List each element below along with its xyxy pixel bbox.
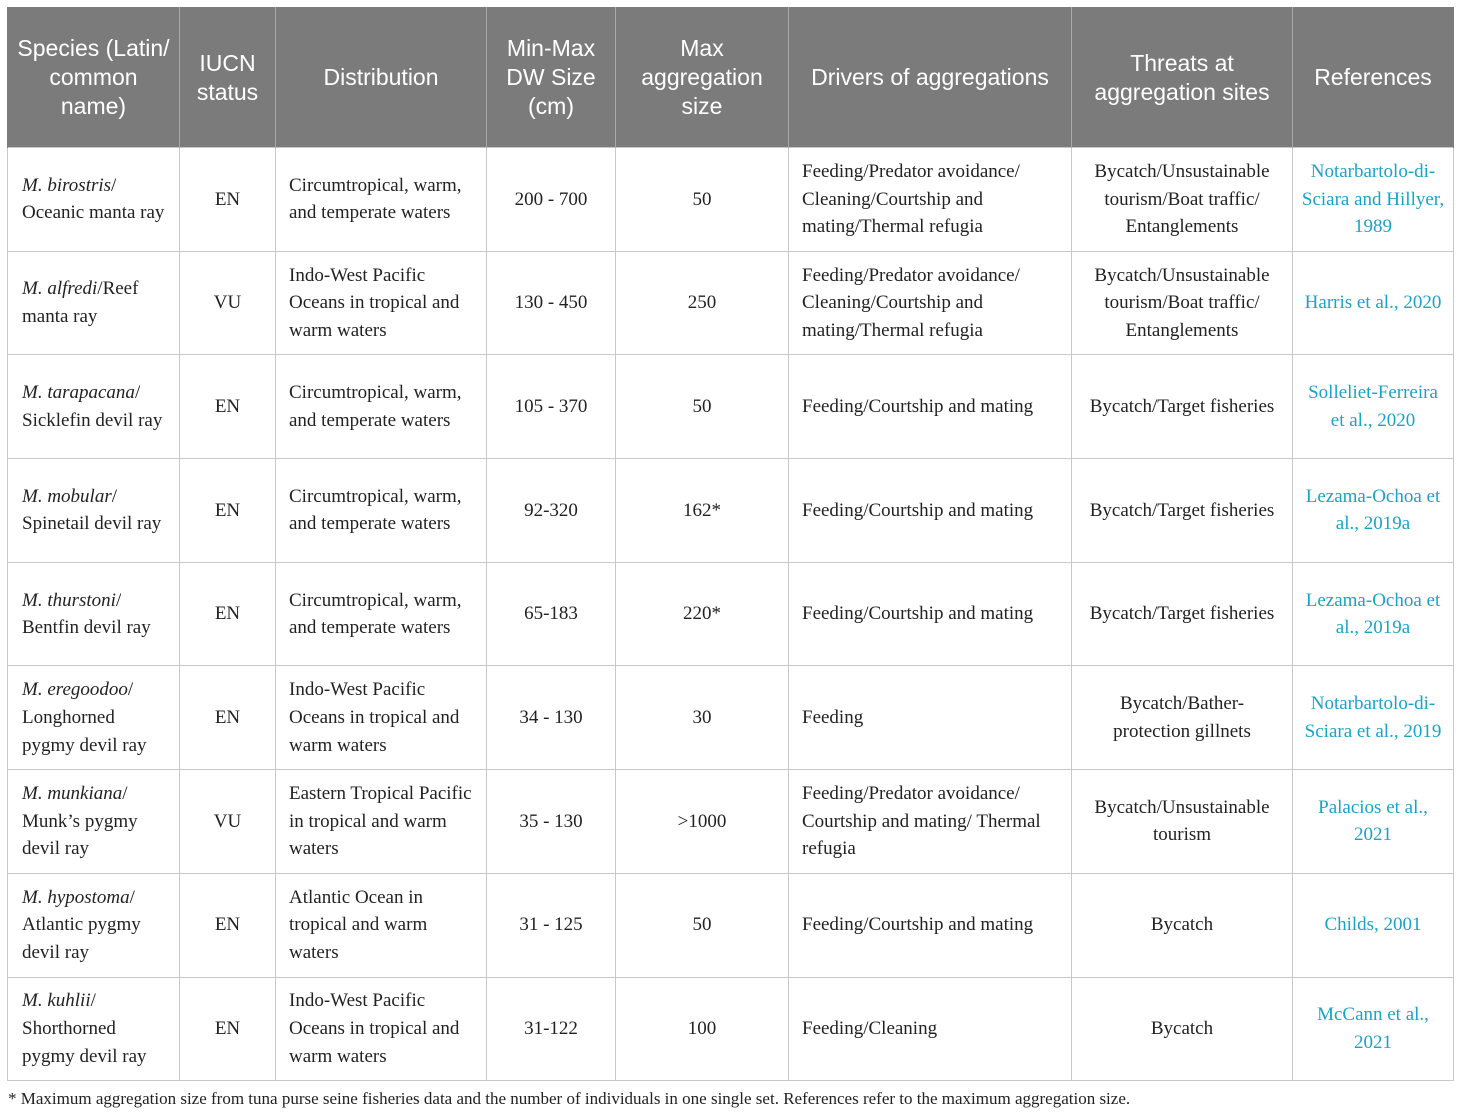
max-aggregation-cell: 250 <box>616 251 789 355</box>
reference-link[interactable]: Lezama-Ochoa et al., 2019a <box>1293 459 1454 563</box>
reference-link[interactable]: Solleliet-Ferreira et al., 2020 <box>1293 355 1454 459</box>
drivers-cell: Feeding/Predator avoidance/ Cleaning/Courtship and mating/Thermal refugia <box>789 251 1072 355</box>
species-latin-name: M. mobular <box>22 485 112 507</box>
iucn-status-cell: EN <box>180 148 276 252</box>
table-header <box>8 8 1454 148</box>
species-common-name: / Longhorned pygmy devil ray <box>22 679 147 756</box>
iucn-status-cell: VU <box>180 251 276 355</box>
distribution-cell: Indo-West Pacific Oceans in tropical and warm waters <box>276 666 487 770</box>
species-common-name: / Munk’s pygmy devil ray <box>22 783 138 860</box>
size-cell: 31-122 <box>487 977 616 1081</box>
drivers-cell: Feeding/Courtship and mating <box>789 459 1072 563</box>
header-distribution: Distribution <box>276 8 487 148</box>
table-row <box>8 666 1454 770</box>
drivers-cell: Feeding/Predator avoidance/ Courtship and mating/ Thermal refugia <box>789 770 1072 874</box>
max-aggregation-cell: >1000 <box>616 770 789 874</box>
drivers-cell: Feeding <box>789 666 1072 770</box>
size-cell: 92-320 <box>487 459 616 563</box>
iucn-status-cell: EN <box>180 977 276 1081</box>
distribution-cell: Circumtropical, warm, and temperate waters <box>276 148 487 252</box>
iucn-status-cell: VU <box>180 770 276 874</box>
header-row <box>8 8 1454 148</box>
size-cell: 31 - 125 <box>487 873 616 977</box>
table-row <box>8 977 1454 1081</box>
header-species: Species (Latin/ common name) <box>8 8 180 148</box>
reference-link[interactable]: Notarbartolo-di-Sciara and Hillyer, 1989 <box>1293 148 1454 252</box>
threats-cell: Bycatch/Target fisheries <box>1072 562 1293 666</box>
reference-link[interactable]: McCann et al., 2021 <box>1293 977 1454 1081</box>
table-row <box>8 148 1454 252</box>
header-iucn-status: IUCN status <box>180 8 276 148</box>
distribution-cell: Circumtropical, warm, and temperate waters <box>276 355 487 459</box>
threats-cell: Bycatch/Unsustainable tourism <box>1072 770 1293 874</box>
table-row <box>8 562 1454 666</box>
header-references: References <box>1293 8 1454 148</box>
species-latin-name: M. eregoodoo <box>22 679 128 701</box>
species-cell <box>8 977 180 1081</box>
threats-cell: Bycatch/Unsustainable tourism/Boat traffic/ Entanglements <box>1072 148 1293 252</box>
size-cell: 105 - 370 <box>487 355 616 459</box>
iucn-status-cell: EN <box>180 355 276 459</box>
iucn-status-cell: EN <box>180 562 276 666</box>
header-threats: Threats at aggregation sites <box>1072 8 1293 148</box>
size-cell: 35 - 130 <box>487 770 616 874</box>
species-latin-name: M. tarapacana <box>22 382 135 404</box>
species-latin-name: M. munkiana <box>22 783 123 805</box>
table-footnote: * Maximum aggregation size from tuna purse seine fisheries data and the number of individuals in one single set. References refer to the maximum aggregation size. <box>8 1089 1131 1108</box>
species-cell <box>8 562 180 666</box>
size-cell: 130 - 450 <box>487 251 616 355</box>
species-common-name: / Oceanic manta ray <box>22 174 165 224</box>
drivers-cell: Feeding/Cleaning <box>789 977 1072 1081</box>
iucn-status-cell: EN <box>180 873 276 977</box>
iucn-status-cell: EN <box>180 459 276 563</box>
species-cell <box>8 770 180 874</box>
threats-cell: Bycatch/Target fisheries <box>1072 355 1293 459</box>
species-common-name: / Atlantic pygmy devil ray <box>22 886 141 963</box>
size-cell: 65-183 <box>487 562 616 666</box>
header-size: Min-Max DW Size (cm) <box>487 8 616 148</box>
species-common-name: / Spinetail devil ray <box>22 485 162 535</box>
species-latin-name: M. kuhlii <box>22 990 91 1012</box>
table-row <box>8 873 1454 977</box>
max-aggregation-cell: 50 <box>616 148 789 252</box>
table-body <box>8 148 1454 1081</box>
drivers-cell: Feeding/Courtship and mating <box>789 873 1072 977</box>
species-cell <box>8 148 180 252</box>
species-latin-name: M. thurstoni <box>22 589 116 611</box>
distribution-cell: Indo-West Pacific Oceans in tropical and warm waters <box>276 251 487 355</box>
species-common-name: /Reef manta ray <box>22 278 139 328</box>
reference-link[interactable]: Palacios et al., 2021 <box>1293 770 1454 874</box>
size-cell: 34 - 130 <box>487 666 616 770</box>
species-table <box>7 7 1454 1081</box>
species-cell <box>8 251 180 355</box>
header-max-aggregation: Max aggregation size <box>616 8 789 148</box>
species-cell <box>8 355 180 459</box>
drivers-cell: Feeding/Courtship and mating <box>789 562 1072 666</box>
header-drivers: Drivers of aggregations <box>789 8 1072 148</box>
threats-cell: Bycatch/Unsustainable tourism/Boat traffic/ Entanglements <box>1072 251 1293 355</box>
threats-cell: Bycatch/Bather-protection gillnets <box>1072 666 1293 770</box>
table-row <box>8 355 1454 459</box>
reference-link[interactable]: Childs, 2001 <box>1293 873 1454 977</box>
species-common-name: / Bentfin devil ray <box>22 589 151 639</box>
max-aggregation-cell: 220* <box>616 562 789 666</box>
species-latin-name: M. alfredi <box>22 278 98 300</box>
threats-cell: Bycatch/Target fisheries <box>1072 459 1293 563</box>
reference-link[interactable]: Lezama-Ochoa et al., 2019a <box>1293 562 1454 666</box>
max-aggregation-cell: 50 <box>616 873 789 977</box>
size-cell: 200 - 700 <box>487 148 616 252</box>
threats-cell: Bycatch <box>1072 873 1293 977</box>
max-aggregation-cell: 50 <box>616 355 789 459</box>
reference-link[interactable]: Harris et al., 2020 <box>1293 251 1454 355</box>
distribution-cell: Circumtropical, warm, and temperate waters <box>276 562 487 666</box>
distribution-cell: Atlantic Ocean in tropical and warm waters <box>276 873 487 977</box>
species-common-name: / Sicklefin devil ray <box>22 382 163 431</box>
distribution-cell: Circumtropical, warm, and temperate waters <box>276 459 487 563</box>
reference-link[interactable]: Notarbartolo-di-Sciara et al., 2019 <box>1293 666 1454 770</box>
species-table-container <box>7 7 1453 1081</box>
drivers-cell: Feeding/Courtship and mating <box>789 355 1072 459</box>
table-row <box>8 770 1454 874</box>
max-aggregation-cell: 100 <box>616 977 789 1081</box>
species-cell <box>8 666 180 770</box>
species-latin-name: M. hypostoma <box>22 886 130 908</box>
distribution-cell: Indo-West Pacific Oceans in tropical and warm waters <box>276 977 487 1081</box>
max-aggregation-cell: 162* <box>616 459 789 563</box>
threats-cell: Bycatch <box>1072 977 1293 1081</box>
table-row <box>8 459 1454 563</box>
species-common-name: / Shorthorned pygmy devil ray <box>22 990 147 1067</box>
table-row <box>8 251 1454 355</box>
max-aggregation-cell: 30 <box>616 666 789 770</box>
species-cell <box>8 459 180 563</box>
species-cell <box>8 873 180 977</box>
iucn-status-cell: EN <box>180 666 276 770</box>
species-latin-name: M. birostris <box>22 174 112 196</box>
distribution-cell: Eastern Tropical Pacific in tropical and warm waters <box>276 770 487 874</box>
drivers-cell: Feeding/Predator avoidance/ Cleaning/Courtship and mating/Thermal refugia <box>789 148 1072 252</box>
